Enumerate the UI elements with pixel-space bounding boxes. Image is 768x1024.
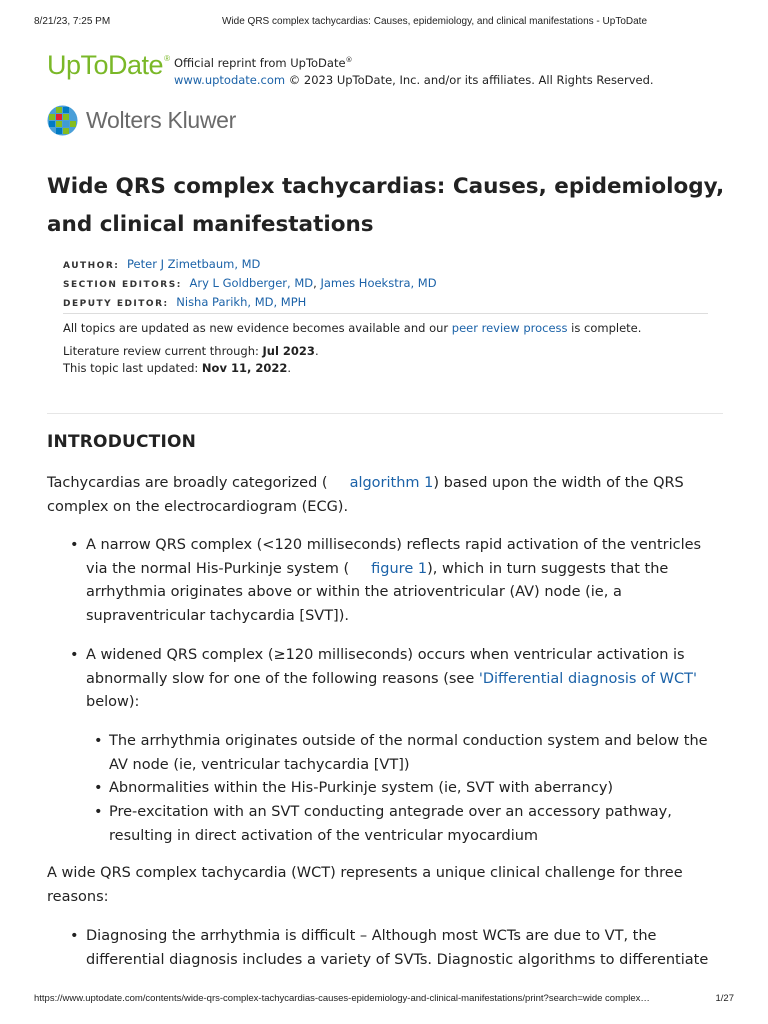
intro-paragraph: Tachycardias are broadly categorized ( algorithm 1) based upon the width of the QRS complex on the electrocardiogram (ECG). — [47, 475, 684, 515]
uptodate-logo[interactable] — [47, 50, 169, 81]
list-item: • Diagnosing the arrhythmia is difficult – Although most WCTs are due to VT, the differential diagnosis includes a variety of SVTs. Diagnostic algorithms to differentiate — [86, 925, 722, 972]
print-footer — [0, 993, 768, 1007]
deputy-editor-label: DEPUTY EDITOR: — [63, 299, 169, 309]
section-editors-row: SECTION EDITORS: Ary L Goldberger, MD, James Hoekstra, MD — [63, 276, 437, 290]
section-editor-link-2[interactable]: James Hoekstra, MD — [320, 276, 437, 290]
author-link[interactable]: Peter J Zimetbaum, MD — [127, 257, 261, 271]
algorithm-1-link[interactable]: algorithm 1 — [349, 475, 434, 491]
last-updated-date: This topic last updated: Nov 11, 2022. — [63, 361, 291, 375]
differential-diagnosis-link[interactable]: 'Differential diagnosis of WCT' — [478, 670, 697, 687]
print-url: https://www.uptodate.com/contents/wide-qrs-complex-tachycardias-causes-epidemiology-and-clinical-manifestations/print?search=wide complex… — [34, 993, 650, 1004]
sub-list-item: • The arrhythmia originates outside of the normal conduction system and below the AV node (ie, ventricular tachycardia [VT]) — [109, 730, 719, 777]
wct-paragraph: A wide QRS complex tachycardia (WCT) represents a unique clinical challenge for three reasons: — [47, 865, 683, 905]
wolters-kluwer-mark-icon — [47, 105, 78, 136]
section-heading-introduction: INTRODUCTION — [47, 432, 197, 452]
author-label: AUTHOR: — [63, 261, 120, 271]
print-header — [0, 16, 768, 30]
sub-list-item: • Pre-excitation with an SVT conducting antegrade over an accessory pathway, resulting in direct activation of the ventricular myocardium — [109, 801, 719, 848]
reprint-line: Official reprint from UpToDate — [174, 55, 346, 70]
print-doc-title: Wide QRS complex tachycardias: Causes, epidemiology, and clinical manifestations - UpToDate — [222, 16, 648, 27]
byline — [63, 256, 713, 313]
divider — [63, 313, 708, 314]
literature-review-date: Literature review current through: Jul 2023. — [63, 344, 319, 358]
brand-row — [47, 50, 727, 86]
author-row — [63, 256, 713, 275]
article-title: Wide QRS complex tachycardias: Causes, epidemiology, and clinical manifestations — [47, 174, 725, 237]
list-item: • A widened QRS complex (≥120 milliseconds) occurs when ventricular activation is abnormally slow for one of the following reasons (see 'Differential diagnosis of WCT' below): — [86, 644, 722, 715]
uptodate-logo-mark: ® — [164, 54, 170, 63]
page-number: 1/27 — [715, 993, 734, 1004]
wolters-kluwer-text: Wolters Kluwer — [86, 107, 237, 133]
uptodate-logo-text: UpToDate — [47, 50, 164, 80]
copyright-text: © 2023 UpToDate, Inc. and/or its affiliates. All Rights Reserved. — [288, 72, 654, 87]
section-editor-link-1[interactable]: Ary L Goldberger, MD — [189, 276, 314, 290]
print-date: 8/21/23, 7:25 PM — [34, 16, 111, 27]
reprint-mark: ® — [345, 56, 353, 64]
list-item: • A narrow QRS complex (<120 milliseconds) reflects rapid activation of the ventricles via the normal His-Purkinje system ( figure 1), which in turn suggests that the arrhythmia originates above or within the atrioventricular (AV) node (ie, a supraventricular tachycardia [SVT]). — [86, 534, 722, 628]
sub-list-item: • Abnormalities within the His-Purkinje system (ie, SVT with aberrancy) — [109, 777, 719, 801]
figure-1-link[interactable]: figure 1 — [371, 560, 428, 577]
review-dates — [63, 343, 713, 377]
section-editors-label: SECTION EDITORS: — [63, 280, 182, 290]
peer-review-link[interactable]: peer review process — [451, 321, 568, 335]
uptodate-site-link[interactable]: www.uptodate.com — [174, 72, 286, 87]
deputy-editor-link[interactable]: Nisha Parikh, MD, MPH — [176, 295, 307, 309]
reprint-notice — [174, 52, 654, 89]
section-divider — [47, 413, 723, 414]
update-note: All topics are updated as new evidence becomes available and our peer review process is complete. — [63, 321, 642, 335]
deputy-editor-row — [63, 294, 713, 313]
